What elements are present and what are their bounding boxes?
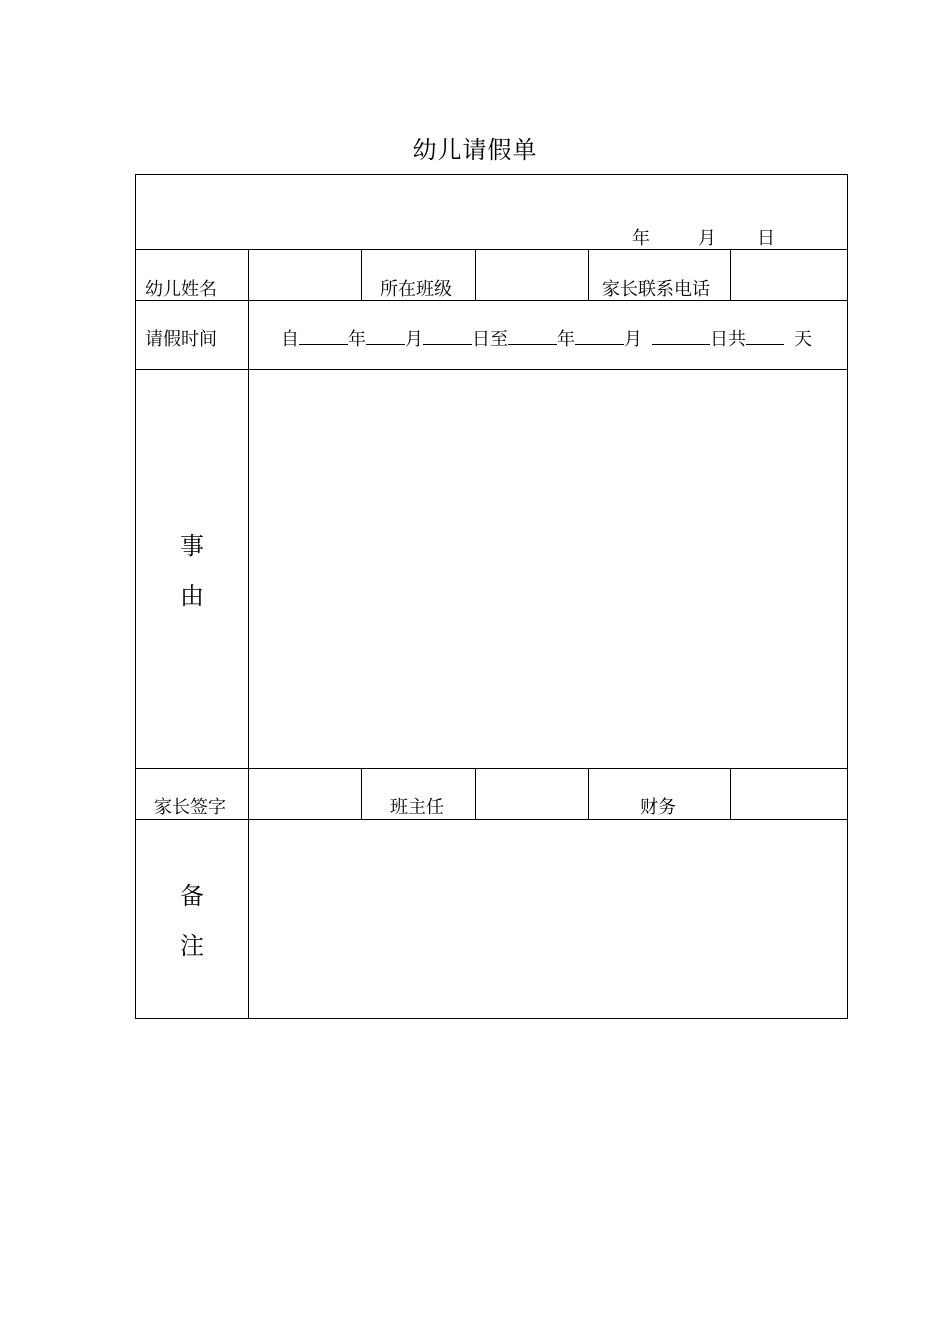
end-year-blank[interactable] bbox=[508, 330, 557, 345]
reason-field[interactable] bbox=[249, 370, 847, 768]
parent-phone-field[interactable] bbox=[731, 250, 847, 300]
class-field[interactable] bbox=[476, 250, 588, 300]
parent-sign-label: 家长签字 bbox=[154, 797, 226, 818]
leave-from-text: 自 bbox=[281, 329, 299, 350]
finance-sign-field[interactable] bbox=[731, 769, 847, 819]
start-month-blank[interactable] bbox=[366, 330, 405, 345]
leave-month2-text: 月 bbox=[624, 329, 642, 350]
child-name-field[interactable] bbox=[249, 250, 361, 300]
sign-col-divider-3 bbox=[588, 768, 589, 819]
total-days-blank[interactable] bbox=[746, 330, 784, 345]
sign-col-divider-1 bbox=[361, 768, 362, 819]
parent-phone-label: 家长联系电话 bbox=[602, 279, 710, 300]
leave-time-line bbox=[281, 329, 812, 351]
teacher-label: 班主任 bbox=[390, 797, 444, 818]
teacher-sign-field[interactable] bbox=[476, 769, 588, 819]
remarks-field[interactable] bbox=[249, 820, 847, 1018]
leave-days-text: 天 bbox=[794, 329, 812, 350]
class-label: 所在班级 bbox=[380, 279, 452, 300]
row-divider-info bbox=[135, 300, 848, 301]
form-title: 幼儿请假单 bbox=[412, 136, 538, 164]
leave-day-total-text: 日共 bbox=[710, 329, 746, 350]
finance-label: 财务 bbox=[640, 797, 676, 818]
info-col-divider-1 bbox=[361, 249, 362, 300]
leave-year1-text: 年 bbox=[348, 329, 366, 350]
reason-char-2: 由 bbox=[180, 582, 204, 610]
end-day-blank[interactable] bbox=[652, 330, 710, 345]
remarks-char-2: 注 bbox=[180, 932, 204, 960]
parent-sign-field[interactable] bbox=[249, 769, 361, 819]
start-day-blank[interactable] bbox=[423, 330, 472, 345]
remarks-char-1: 备 bbox=[180, 882, 204, 910]
child-name-label: 幼儿姓名 bbox=[145, 279, 217, 300]
date-day-label: 日 bbox=[757, 228, 775, 249]
leave-day-to-text: 日至 bbox=[472, 329, 508, 350]
leave-year2-text: 年 bbox=[557, 329, 575, 350]
start-year-blank[interactable] bbox=[299, 330, 348, 345]
date-month-label: 月 bbox=[698, 228, 716, 249]
end-month-blank[interactable] bbox=[575, 330, 624, 345]
date-year-label: 年 bbox=[632, 228, 650, 249]
reason-char-1: 事 bbox=[180, 532, 204, 560]
leave-time-label: 请假时间 bbox=[145, 329, 217, 350]
leave-month1-text: 月 bbox=[405, 329, 423, 350]
info-col-divider-3 bbox=[588, 249, 589, 300]
